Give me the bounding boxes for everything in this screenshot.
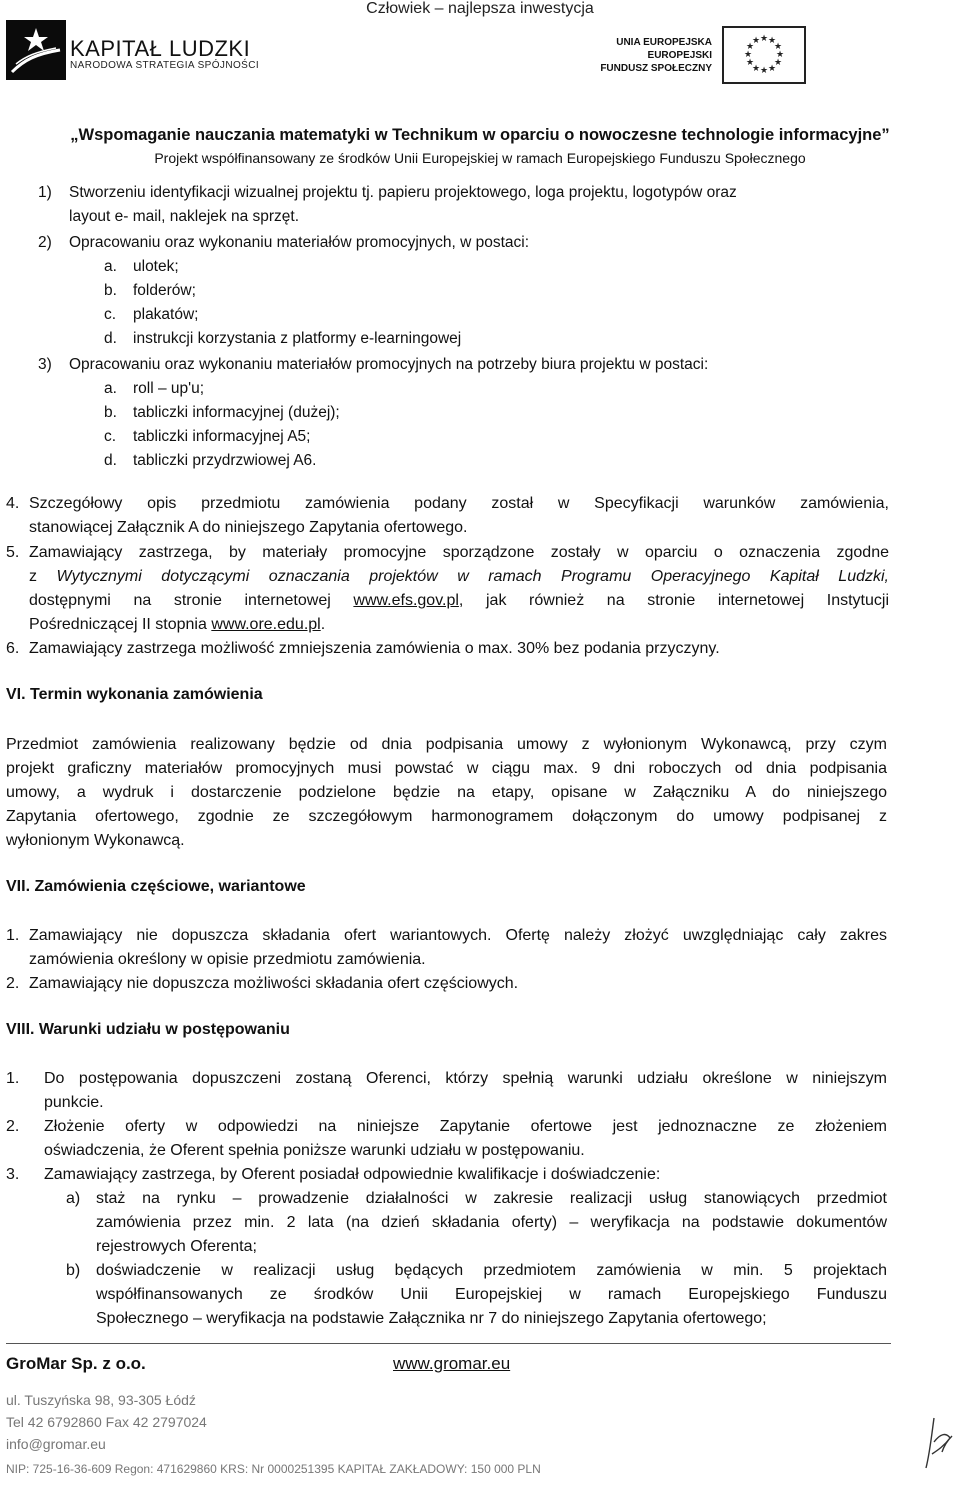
point5-line1: Zamawiający zastrzega, by materiały promocyjne sporządzone zostały w oparciu o oznaczenia zgodne [29, 544, 889, 561]
signature-mark [920, 1412, 956, 1477]
point5-number: 5. [6, 544, 20, 561]
eu-caption-line3: FUNDUSZ SPOŁECZNY [600, 63, 712, 74]
section7-heading: VII. Zamówienia częściowe, wariantowe [6, 878, 306, 895]
section8-heading: VIII. Warunki udziału w postępowaniu [6, 1021, 290, 1038]
list1-item2-number: 2) [38, 234, 52, 251]
list-item: instrukcji korzystania z platformy e-learningowej [133, 330, 462, 347]
section8-item1-number: 1. [6, 1070, 20, 1087]
list-item: tabliczki informacyjnej A5; [133, 428, 311, 445]
section6-line2: projekt graficzny materiałów promocyjnych musi powstać w ciągu max. 9 dni roboczych od dnia podpisania [6, 760, 887, 777]
section7-item1-line2: zamówienia określony w opisie przedmiotu zamówienia. [29, 951, 426, 968]
kapital-ludzki-subtitle: NARODOWA STRATEGIA SPÓJNOŚCI [70, 60, 260, 71]
section8-item3b-line1: doświadczenie w realizacji usług będących przedmiotem zamówienia w min. 5 projektach [96, 1262, 887, 1279]
svg-text:★: ★ [774, 42, 783, 52]
section8-item3-text: Zamawiający zastrzega, by Oferent posiadał odpowiednie kwalifikacje i doświadczenie: [44, 1166, 661, 1183]
point4-number: 4. [6, 495, 20, 512]
svg-text:★: ★ [774, 58, 783, 68]
point5-line4-prefix: Pośredniczącej II stopnia [29, 616, 207, 633]
list1-item1-line2: layout e- mail, naklejek na sprzęt. [69, 208, 300, 225]
list-item: roll – up'u; [133, 380, 205, 397]
section7-item1-line1: Zamawiający nie dopuszcza składania ofert wariantowych. Ofertę należy złożyć uwzględniając cały zakres [29, 927, 887, 944]
point6-text: Zamawiający zastrzega możliwość zmniejszenia zamówienia o max. 30% bez podania przyczyny. [29, 640, 720, 657]
project-subtitle: Projekt współfinansowany ze środków Unii Europejskiej w ramach Europejskiego Funduszu Społecznego [154, 150, 806, 166]
section6-line3: umowy, a wydruk i dostarczenie podzielone będzie na etapy, opisane w Załączniku A do niniejszego [6, 784, 887, 801]
list-item: ulotek; [133, 258, 179, 275]
footer-website-link[interactable]: www.gromar.eu [393, 1354, 511, 1373]
footer-address: ul. Tuszyńska 98, 93-305 Łódź [6, 1392, 196, 1408]
section6-heading: VI. Termin wykonania zamówienia [6, 686, 263, 703]
section7-item1-number: 1. [6, 927, 20, 944]
point5-line4 [29, 616, 325, 634]
list-marker: c. [104, 306, 117, 323]
section6-line5: wyłonionym Wykonawcą. [6, 832, 185, 849]
point4-line1: Szczegółowy opis przedmiotu zamówienia podany został w Specyfikacji warunków zamówienia, [29, 495, 889, 512]
section6-line1: Przedmiot zamówienia realizowany będzie od dnia podpisania umowy z wyłonionym Wykonawcą, przy czym [6, 736, 887, 753]
list-marker: b. [104, 404, 117, 421]
eu-flag-icon [722, 26, 806, 84]
svg-text:★: ★ [768, 36, 777, 46]
section6-line4: Zapytania ofertowego, zgodnie ze szczegółowym harmonogramem dołączonym do umowy podpisanej z [6, 808, 887, 825]
section8-item1-line1: Do postępowania dopuszczeni zostaną Oferenci, którzy spełnią warunki udziału określone w niniejszym [44, 1070, 887, 1087]
kapital-ludzki-logo-icon [6, 20, 66, 80]
point6-number: 6. [6, 640, 20, 657]
guidelines-title: Wytycznymi dotyczącymi oznaczania projektów w ramach Programu Operacyjnego Kapitał Ludzki, [56, 568, 889, 585]
section8-item2-line1: Złożenie oferty w odpowiedzi na niniejsze Zapytanie ofertowe jest jednoznaczne ze złożeniem [44, 1118, 887, 1135]
section7-item2-text: Zamawiający nie dopuszcza możliwości składania ofert częściowych. [29, 975, 519, 992]
section8-item3a-line2: zamówienia przez min. 2 lata (na dzień składania oferty) – weryfikacja na podstawie dokumentów [96, 1214, 887, 1231]
svg-text:★: ★ [768, 64, 777, 74]
list-marker: a. [104, 258, 117, 275]
section8-item3b-line3: Społecznego – weryfikacja na podstawie Załącznika nr 7 do niniejszego Zapytania ofertowego; [96, 1310, 767, 1327]
section8-item2-line2: oświadczenia, że Oferent spełnia poniższe warunki udziału w postępowaniu. [44, 1142, 585, 1159]
efs-link[interactable]: www.efs.gov.pl [353, 592, 459, 609]
kapital-ludzki-title: KAPITAŁ LUDZKI [70, 36, 251, 61]
point5-line3-suffix: , jak również na stronie internetowej Instytucji [458, 592, 889, 609]
list1-item3-text: Opracowaniu oraz wykonaniu materiałów promocyjnych na potrzeby biura projektu w postaci: [69, 356, 709, 373]
list-marker: a. [104, 380, 117, 397]
list-item: tabliczki informacyjnej (dużej); [133, 404, 340, 421]
point5-line3-prefix: dostępnymi na stronie internetowej [29, 592, 331, 609]
section8-item3b-marker: b) [66, 1262, 81, 1279]
eu-caption-line1: UNIA EUROPEJSKA [616, 37, 712, 48]
eu-caption [600, 36, 712, 75]
section8-item1-line2: punkcie. [44, 1094, 104, 1111]
list-item: tabliczki przydrzwiowej A6. [133, 452, 317, 469]
footer-registry: NIP: 725-16-36-609 Regon: 471629860 KRS: Nr 0000251395 KAPITAŁ ZAKŁADOWY: 150 000 PLN [6, 1462, 541, 1476]
section8-item3-number: 3. [6, 1166, 20, 1183]
list1-item2-text: Opracowaniu oraz wykonaniu materiałów promocyjnych, w postaci: [69, 234, 530, 251]
svg-text:★: ★ [760, 34, 769, 44]
eu-caption-line2: EUROPEJSKI [647, 50, 712, 61]
svg-text:★: ★ [760, 66, 769, 76]
svg-text:★: ★ [752, 36, 761, 46]
footer-divider [6, 1343, 891, 1344]
footer-phone-fax: Tel 42 6792860 Fax 42 2797024 [6, 1414, 207, 1430]
point5-line2 [29, 568, 889, 586]
section8-item3b-line2: współfinansowanych ze środków Unii Europejskiej w ramach Europejskiego Funduszu [96, 1286, 887, 1303]
point5-line2-prefix: z [29, 568, 37, 585]
svg-text:★: ★ [752, 64, 761, 74]
list-item: plakatów; [133, 306, 199, 323]
header-tagline: Człowiek – najlepsza inwestycja [366, 0, 594, 17]
list-marker: d. [104, 452, 117, 469]
list-item: folderów; [133, 282, 196, 299]
svg-text:★: ★ [744, 50, 753, 60]
footer-company-name: GroMar Sp. z o.o. [6, 1354, 146, 1373]
section8-item3a-marker: a) [66, 1190, 81, 1207]
list-marker: d. [104, 330, 117, 347]
list1-item3-number: 3) [38, 356, 52, 373]
point5-line3 [29, 592, 889, 610]
list1-item1-line1: Stworzeniu identyfikacji wizualnej projektu tj. papieru projektowego, loga projektu, logotypów oraz [69, 184, 737, 201]
svg-text:★: ★ [746, 58, 755, 68]
point5-line4-suffix: . [320, 616, 326, 633]
section8-item3a-line1: staż na rynku – prowadzenie działalności w zakresie realizacji usług stanowiących przedmiot [96, 1190, 887, 1207]
section8-item2-number: 2. [6, 1118, 20, 1135]
section8-item3a-line3: rejestrowych Oferenta; [96, 1238, 257, 1255]
section7-item2-number: 2. [6, 975, 20, 992]
list-marker: b. [104, 282, 117, 299]
point4-line2: stanowiącej Załącznik A do niniejszego Zapytania ofertowego. [29, 519, 468, 536]
footer-email: info@gromar.eu [6, 1436, 106, 1452]
project-title: „Wspomaganie nauczania matematyki w Technikum w oparciu o nowoczesne technologie informacyjne” [70, 126, 890, 144]
list-marker: c. [104, 428, 117, 445]
svg-text:★: ★ [776, 50, 785, 60]
list1-item1-number: 1) [38, 184, 52, 201]
ore-link[interactable]: www.ore.edu.pl [211, 616, 321, 633]
svg-text:★: ★ [746, 42, 755, 52]
